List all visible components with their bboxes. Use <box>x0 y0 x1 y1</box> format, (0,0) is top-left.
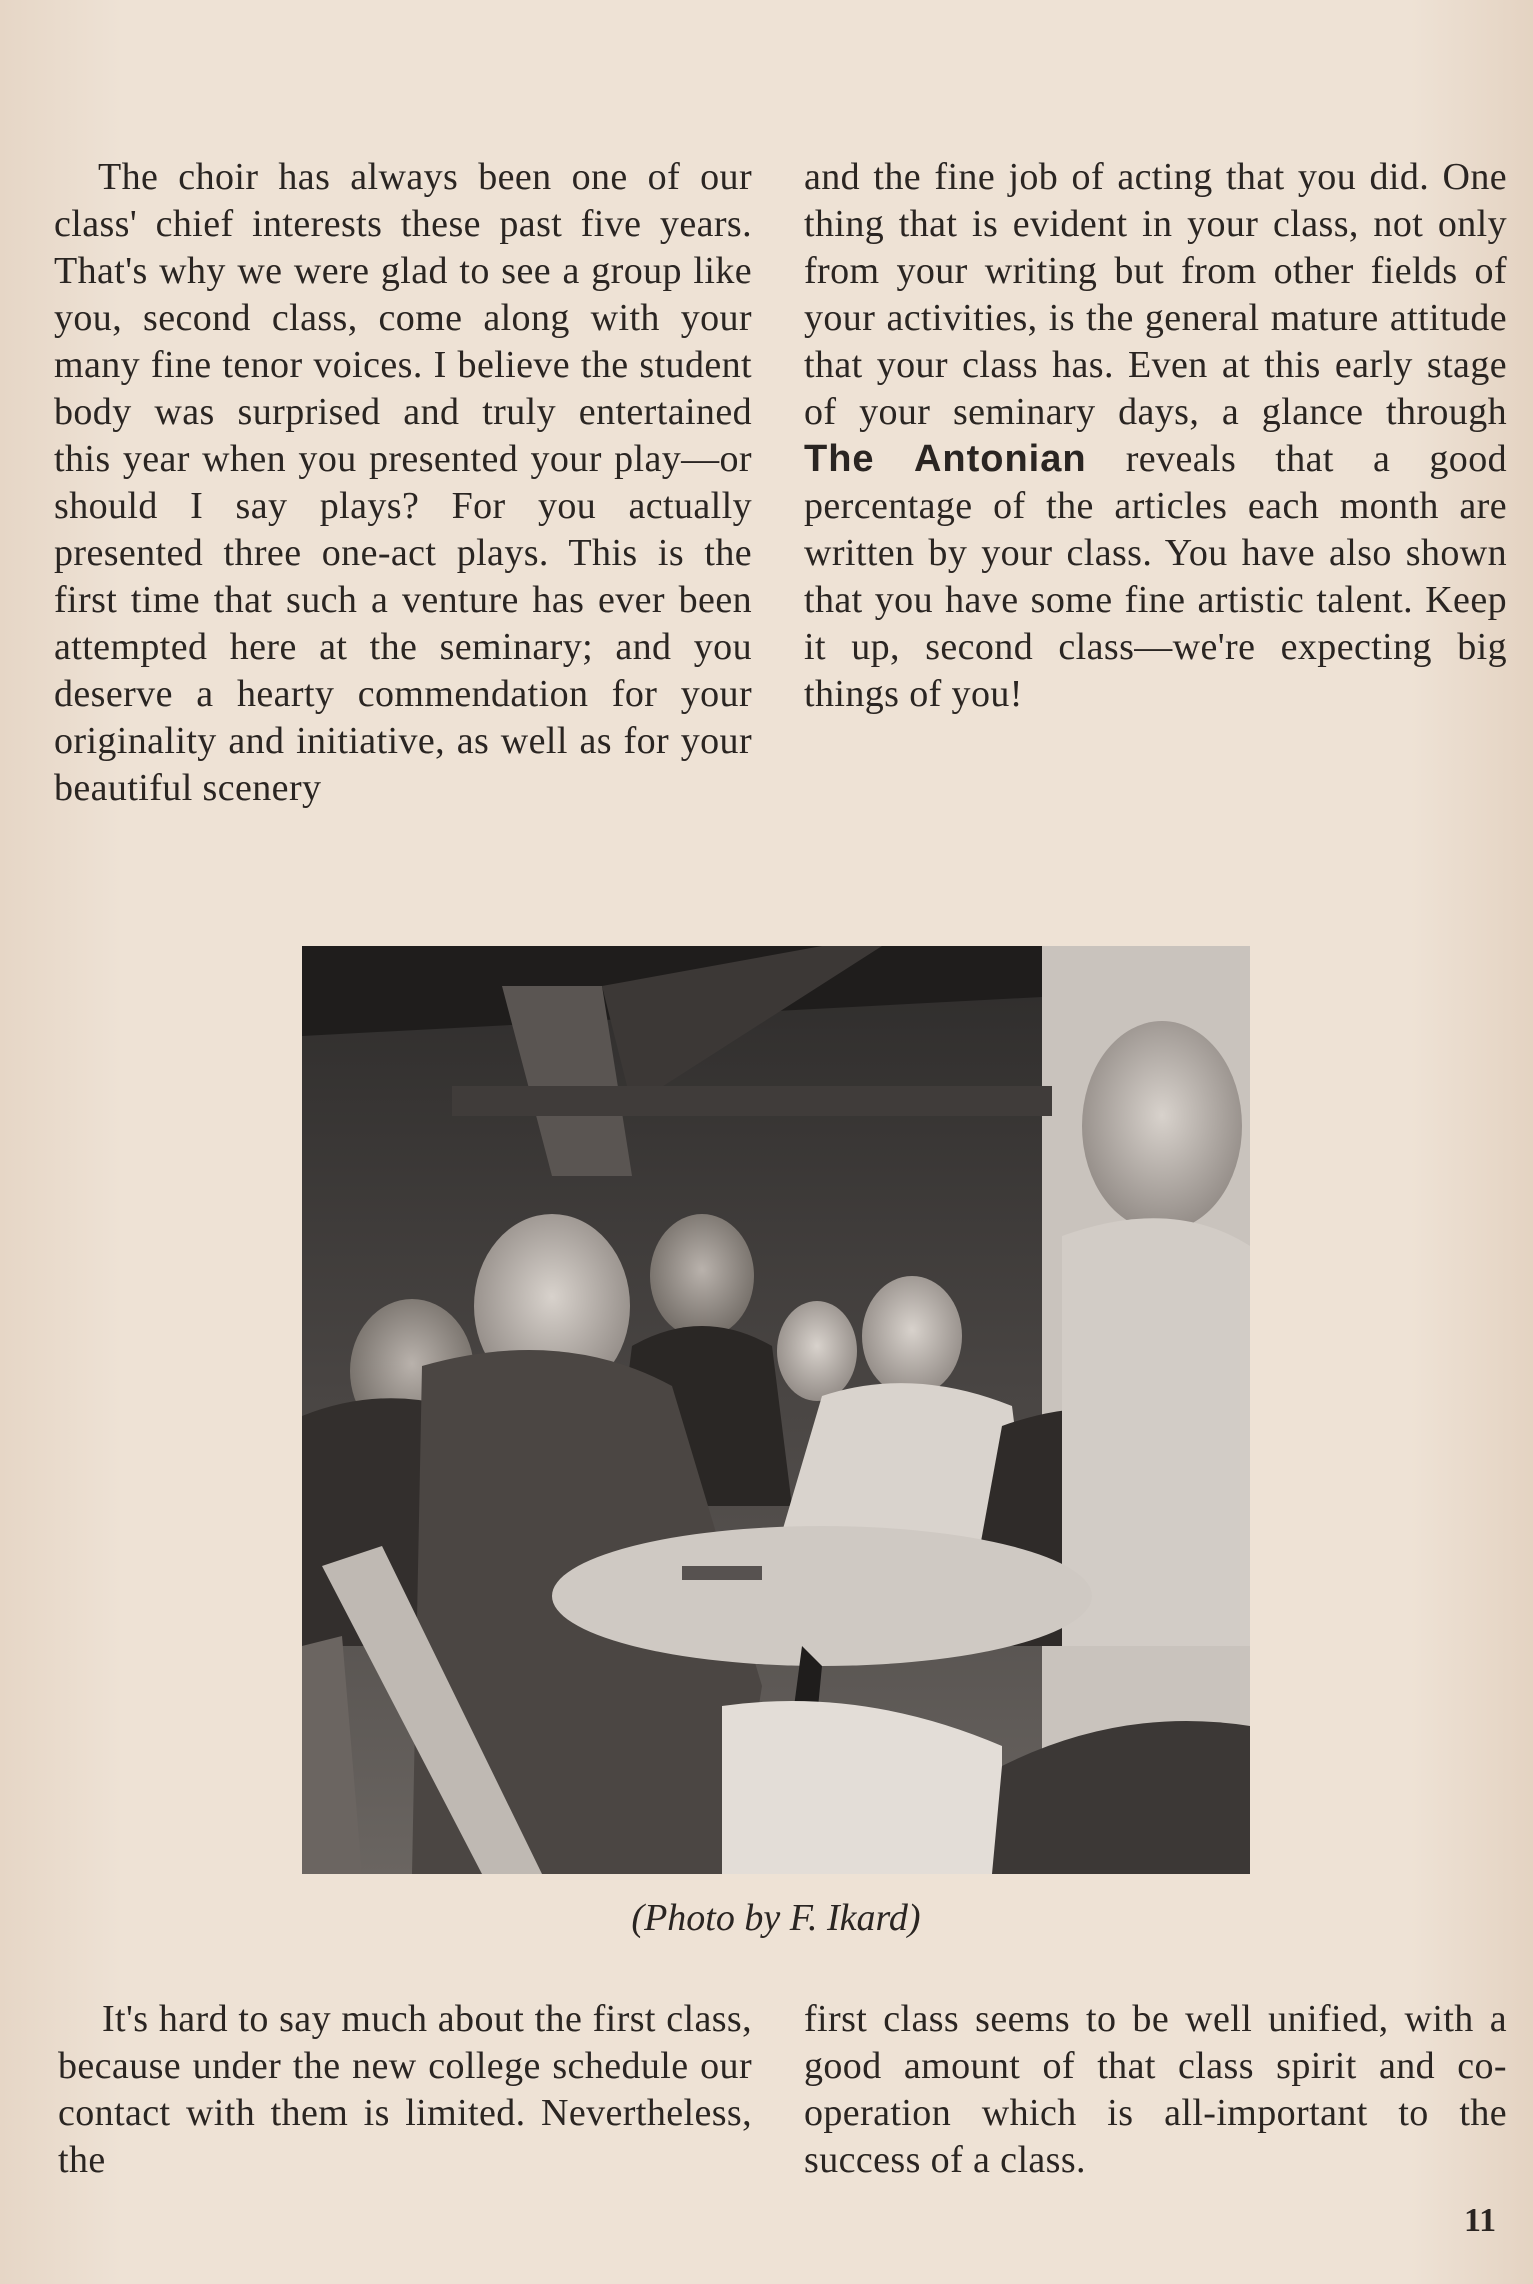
photo-caption: (Photo by F. Ikard) <box>631 1897 921 1939</box>
page-number: 11 <box>1464 2202 1497 2239</box>
article-column-bottom-right <box>804 1996 1507 2184</box>
paragraph-text-end: reveals that a good percentage of the articles each month are written by your class. You have also shown that you have some fine artistic talent. Keep it up, second class—we're expecting big things of you! <box>804 438 1508 715</box>
publication-name: The Antonian <box>804 438 1087 480</box>
article-column-top-left <box>54 154 752 812</box>
paragraph-first-class: It's hard to say much about the first class, because under the new college schedule our contact with them is limited. Nevertheless, the <box>58 1998 752 2181</box>
group-photo <box>302 946 1250 1874</box>
paragraph-class-spirit: first class seems to be well unified, with a good amount of that class spirit and co-operation which is all-important to the success of a class. <box>804 1998 1507 2181</box>
group-photo-image <box>302 946 1250 1874</box>
article-column-bottom-left <box>58 1996 752 2184</box>
paragraph-choir: The choir has always been one of our class' chief interests these past five years. That's why we were glad to see a group like you, second class, come along with your many fine tenor voices. I believe the student body was surprised and truly entertained this year when you presented your play—or should I say plays? For you actually presented three one-act plays. This is the first time that such a venture has ever been attempted here at the seminary; and you deserve a hearty commendation for your originality and initiative, as well as for your beautiful scenery <box>54 156 752 809</box>
article-column-top-right <box>804 154 1507 718</box>
paragraph-acting <box>804 154 1507 718</box>
paragraph-text-start: and the fine job of acting that you did. One thing that is evident in your class, not only from your writing but from other fields of your activities, is the general mature attitude that your class has. Even at this early stage of your seminary days, a glance through <box>804 156 1507 433</box>
